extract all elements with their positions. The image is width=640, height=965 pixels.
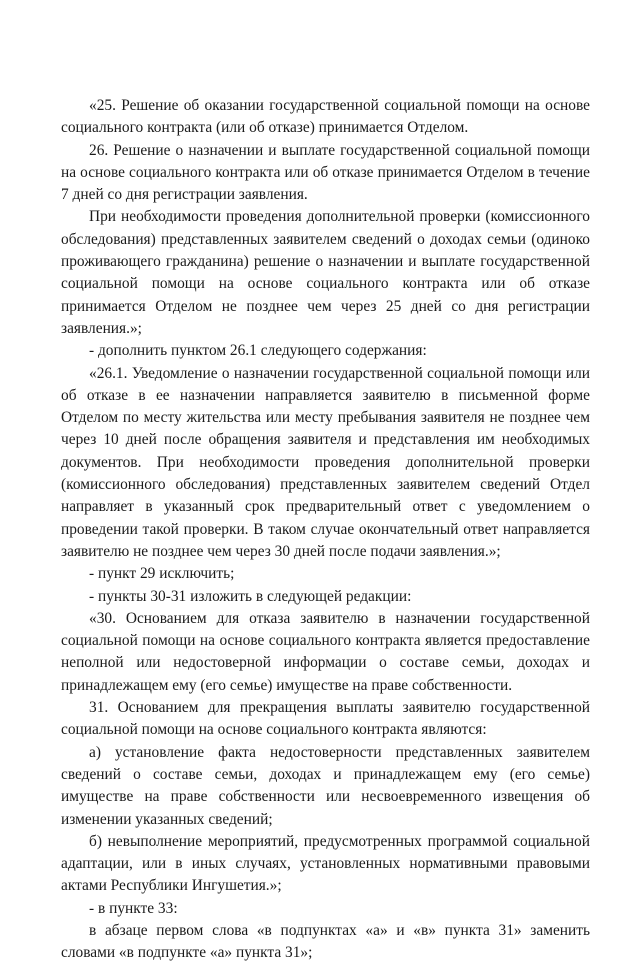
paragraph-31: 31. Основанием для прекращения выплаты заявителю государственной социальной помощи на основе социального контракта являются: xyxy=(61,699,590,739)
paragraph-30: «30. Основанием для отказа заявителю в назначении государственной социальной помощи на основе социального контракта является предоставление неполной или недостоверной информации о составе семьи, доходах и принадлежащем ему (его семье) имуществе на праве собственности. xyxy=(61,609,590,694)
paragraph-26-1: «26.1. Уведомление о назначении государственной социальной помощи или об отказе в ее назначении направляется заявителю в письменной форме Отделом по месту жительства или месту пребывания заявителя не позднее чем через 10 дней после обращения заявителя и представления им необходимых документов. При необходимости проведения дополнительной проверки (комиссионного обследования) представленных заявителем сведений Отдел направляет в указанный срок предварительный ответ с уведомлением о проведении такой проверки. В таком случае окончательный ответ направляется заявителю не позднее чем через 30 дней после подачи заявления.»; xyxy=(61,364,590,560)
paragraph-25: «25. Решение об оказании государственной социальной помощи на основе социального контракта (или об отказе) принимается Отделом. xyxy=(61,97,590,137)
paragraph-31-a: а) установление факта недостоверности представленных заявителем сведений о составе семьи, доходах и принадлежащем ему (его семье) имуществе на праве собственности или несвоевременного извещения об изменении указанных сведений; xyxy=(61,743,590,828)
paragraph-33-instruction: - в пункте 33: xyxy=(89,899,178,917)
paragraph-add-26-1-instruction: - дополнить пунктом 26.1 следующего содержания: xyxy=(89,342,427,360)
document-body xyxy=(61,95,590,965)
paragraph-exclude-29: - пункт 29 исключить; xyxy=(89,565,235,583)
paragraph-33-replace: в абзаце первом слова «в подпунктах «а» и «в» пункта 31» заменить словами «в подпункте «а» пункта 31»; xyxy=(61,921,590,962)
paragraph-31-b: б) невыполнение мероприятий, предусмотренных программой социальной адаптации, или в иных случаях, установленных нормативными правовыми актами Республики Ингушетия.»; xyxy=(61,832,590,895)
paragraph-26-additional-check: При необходимости проведения дополнительной проверки (комиссионного обследования) представленных заявителем сведений о доходах семьи (одиноко проживающего гражданина) решение о назначении и выплате государственной социальной помощи на основе социального контракта или об отказе принимается Отделом не позднее чем через 25 дней со дня регистрации заявления.»; xyxy=(61,208,590,337)
paragraph-30-31-instruction: - пункты 30-31 изложить в следующей редакции: xyxy=(89,587,412,605)
paragraph-26: 26. Решение о назначении и выплате государственной социальной помощи на основе социального контракта или об отказе принимается Отделом в течение 7 дней со дня регистрации заявления. xyxy=(61,141,590,204)
